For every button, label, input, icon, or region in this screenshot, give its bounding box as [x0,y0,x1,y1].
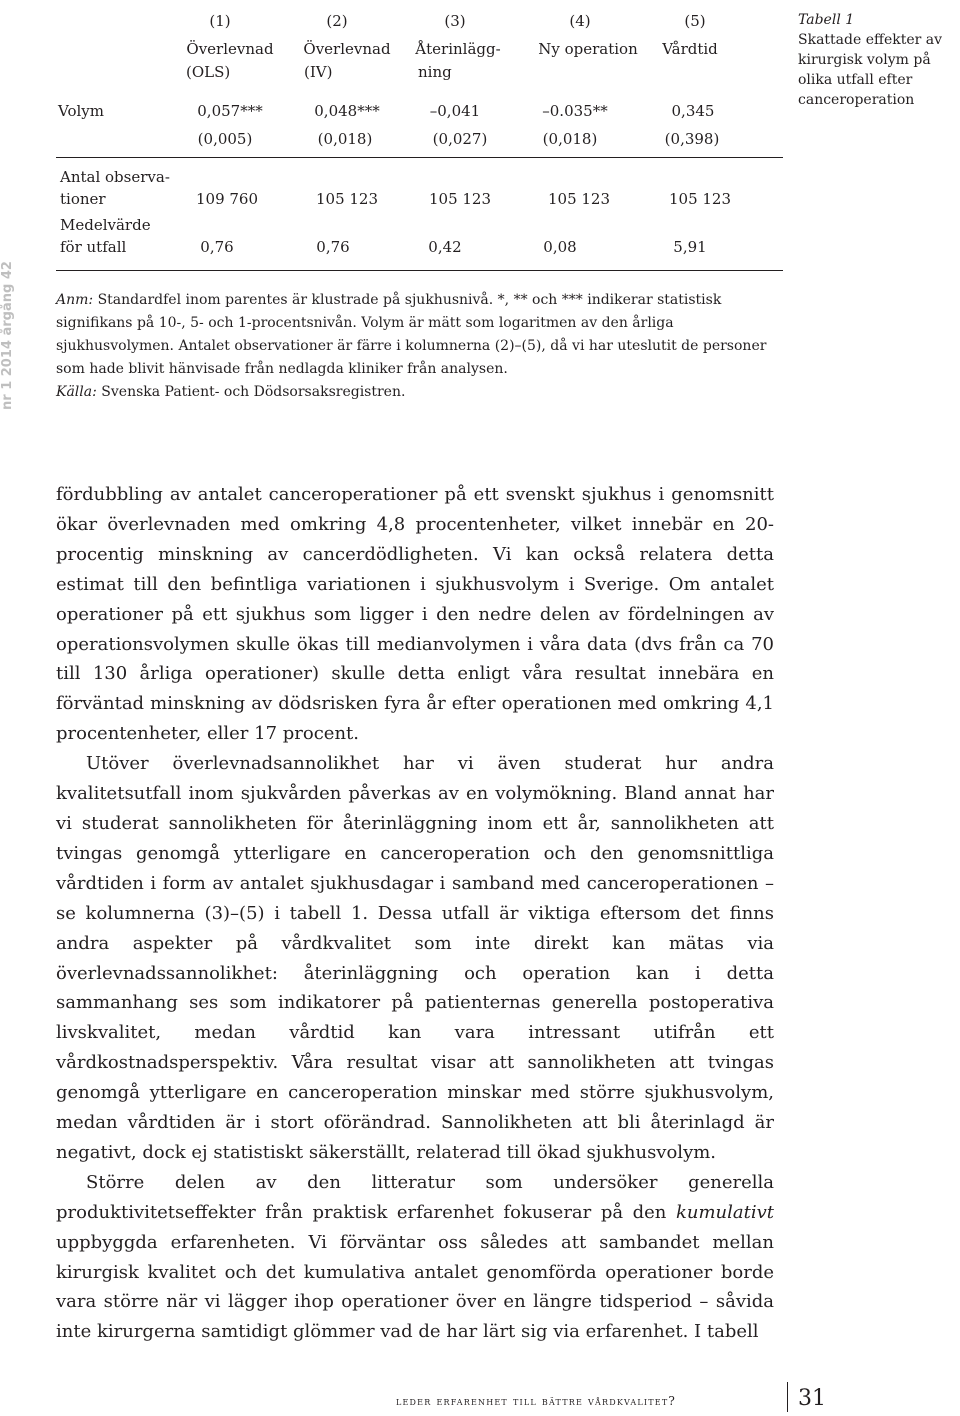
col2-num: (2) [326,12,348,30]
volym-col5: 0,345 [671,102,715,120]
body-text [56,480,774,1347]
se-col4: (0,018) [542,130,598,148]
table-note-anm [56,289,786,381]
anm-label: Anm: [56,292,94,308]
col3-subtitle: ning [418,63,452,81]
body-paragraph-2: Utöver överlevnadsannolikhet har vi även studerat hur andra kvalitetsutfall inom sjukvården påverkas av en volymökning. Bland annat har vi studerat sannolikheten för återinläggning inom ett år, sannolikheten att tvingas genomgå ytterligare en canceroperation och den genomsnittliga vårdtiden i form av antalet sjukhusdagar i samband med canceroperationen – se kolumnerna (3)–(5) i tabell 1. Dessa utfall är viktiga eftersom det finns andra aspekter på vårdkvalitet som inte direkt kan mätas via överlevnadssannolikhet: återinläggning och operation kan i detta sammanhang ses som indikatorer på patienternas generella postoperativa livskvalitet, medan vårdtid kan vara intressant utifrån ett vårdkostnadsperspektiv. Våra resultat visar att sannolikheten att tvingas genomgå ytterligare en canceroperation minskar med större sjukhusvolym, medan vårdtiden är i stort oförändrad. Sannolikheten att bli återinlagd är negativt, dock ej statistiskt säkerställt, relaterad till ökad sjukhusvolym. [56,753,774,1163]
obs-col3: 105 123 [428,190,492,208]
col1-subtitle: (OLS) [186,63,231,81]
volym-col3: –0,041 [429,102,481,120]
volym-label: Volym [58,102,104,120]
table-caption [798,10,958,110]
table-caption-text: Skattade effekter av kirurgisk volym på olika utfall efter canceroperation [798,32,943,108]
mean-label-line1: Medelvärde [60,216,151,234]
table-rule-mid [56,157,783,158]
body-paragraph-3 [56,1168,774,1347]
col2-title: Överlevnad [303,40,391,58]
mean-col1: 0,76 [200,238,234,256]
col5-title: Vårdtid [662,40,718,58]
mean-col2: 0,76 [316,238,350,256]
obs-col4: 105 123 [547,190,611,208]
volym-col1: 0,057*** [197,102,263,120]
col2-subtitle: (IV) [304,63,333,81]
running-footer: leder erfarenhet till bättre vårdkvalitet? [396,1394,677,1408]
volym-col2: 0,048*** [314,102,380,120]
journal-issue-label: nr 1 2014 årgång 42 [0,261,15,410]
body-paragraph-3-emphasis: kumulativt [675,1201,774,1223]
col1-num: (1) [209,12,231,30]
obs-label-line2: tioner [60,190,106,208]
col4-num: (4) [569,12,591,30]
body-paragraph-1: fördubbling av antalet canceroperationer på ett svenskt sjukhus i genomsnitt ökar överlevnaden med omkring 4,8 procentenheter, vilket innebär en 20-procentig minskning av cancerdödligheten. Vi kan också relatera detta estimat till den befintliga variationen i sjukhusvolym i Sverige. Om antalet operationer på ett sjukhus som ligger i den nedre delen av fördelningen av operationsvolymen skulle ökas till medianvolymen i våra data (dvs från ca 70 till 130 årliga operationer) skulle detta enligt våra resultat innebära en förväntad minskning av dödsrisken fyra år efter operationen med omkring 4,1 procentenheter, eller 17 procent. [56,484,774,745]
obs-col2: 105 123 [315,190,379,208]
obs-col1: 109 760 [195,190,259,208]
mean-col3: 0,42 [428,238,462,256]
col1-title: Överlevnad [186,40,274,58]
body-paragraph-3-a: Större delen av den litteratur som undersöker generella produktivitetseffekter från praktisk erfarenhet fokuserar på den [56,1171,774,1223]
se-col5: (0,398) [664,130,720,148]
obs-col5: 105 123 [668,190,732,208]
se-col2: (0,018) [317,130,373,148]
col3-title: Återinlägg- [415,40,501,58]
se-col3: (0,027) [432,130,488,148]
volym-col4: –0.035** [542,102,608,120]
anm-text: Standardfel inom parentes är klustrade på sjukhusnivå. *, ** och *** indikerar statistisk signifikans på 10-, 5- och 1-procentsnivån. Volym är mätt som logaritmen av den årliga sjukhusvolymen. Antalet observationer är färre i kolumnerna (2)–(5), då vi har uteslutit de personer som hade blivit hänvisade från nedlagda kliniker från analysen. [56,292,767,377]
table-rule-bottom [56,270,783,271]
source-label: Källa: [56,384,97,400]
col3-num: (3) [444,12,466,30]
page-number: 31 [798,1386,826,1411]
mean-label-line2: för utfall [60,238,127,256]
col5-num: (5) [684,12,706,30]
mean-col4: 0,08 [543,238,577,256]
source-text: Svenska Patient- och Dödsorsaksregistren. [96,384,406,400]
footer-divider [787,1382,788,1412]
table-note [56,289,786,404]
mean-col5: 5,91 [673,238,707,256]
col4-title: Ny operation [538,40,638,58]
table-note-source [56,381,786,404]
body-paragraph-3-b: uppbyggda erfarenheten. Vi förväntar oss således att sambandet mellan kirurgisk kvalitet och det kumulativa antalet genomförda operationer borde vara större när vi lägger ihop operationer över en längre tidsperiod – såvida inte kirurgerna samtidigt glömmer vad de har lärt sig via erfarenhet. I tabell [56,1231,774,1343]
obs-label-line1: Antal observa- [60,168,170,186]
table-caption-title: Tabell 1 [798,12,855,28]
se-col1: (0,005) [197,130,253,148]
journal-issue-sidebar [0,255,22,415]
